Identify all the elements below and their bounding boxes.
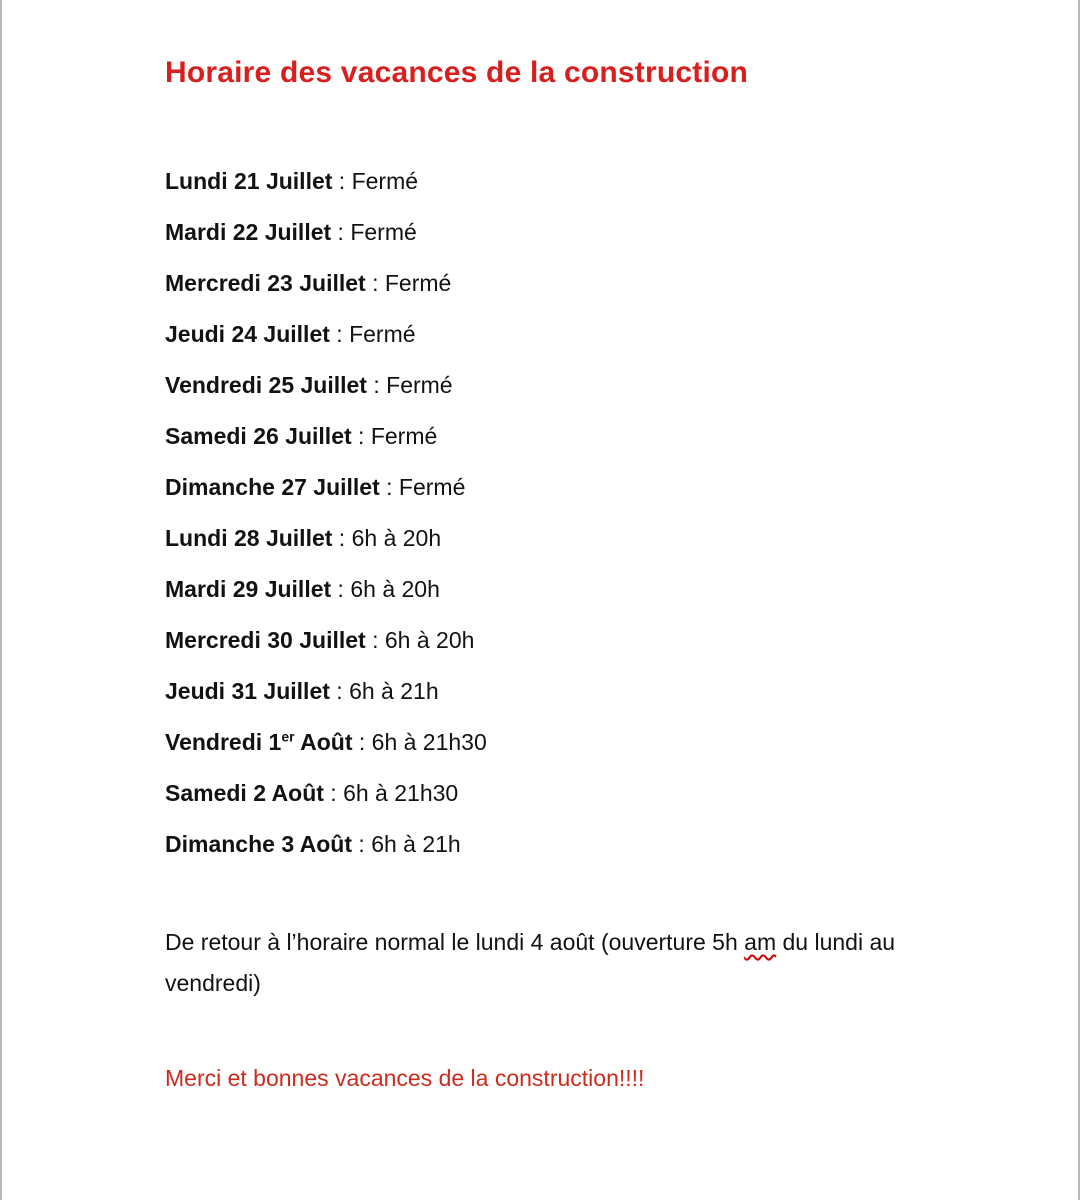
thanks-note: Merci et bonnes vacances de la construction!!!!: [165, 1065, 645, 1091]
schedule-row: [165, 564, 928, 615]
day-label: Dimanche 3 Août: [165, 831, 353, 857]
hours-value: 6h à 21h: [371, 831, 461, 857]
hours-value: Fermé: [349, 321, 416, 347]
day-label: Lundi 28 Juillet: [165, 525, 333, 551]
day-label: Samedi 26 Juillet: [165, 423, 352, 449]
hours-value: 6h à 20h: [351, 525, 442, 551]
ordinal-suffix: er: [281, 728, 295, 745]
schedule-row: [165, 258, 928, 309]
hours-value: 6h à 21h30: [371, 729, 487, 755]
schedule-row: [165, 309, 928, 360]
schedule-list: [165, 156, 928, 870]
schedule-row: [165, 156, 928, 207]
day-label: Dimanche 27 Juillet: [165, 474, 380, 500]
day-label: [165, 729, 352, 755]
colon-separator: :: [331, 219, 351, 245]
schedule-row: [165, 360, 928, 411]
colon-separator: :: [323, 780, 344, 806]
schedule-row: [165, 768, 928, 819]
day-label: Jeudi 31 Juillet: [165, 678, 330, 704]
schedule-row: [165, 513, 928, 564]
day-label: Vendredi 25 Juillet: [165, 372, 367, 398]
schedule-row: [165, 462, 928, 513]
colon-separator: :: [331, 576, 351, 602]
hours-value: 6h à 21h30: [343, 780, 459, 806]
hours-value: 6h à 20h: [350, 576, 440, 602]
hours-value: Fermé: [398, 474, 466, 500]
hours-value: Fermé: [384, 270, 452, 296]
page-title: Horaire des vacances de la construction: [165, 56, 749, 89]
schedule-row: [165, 819, 928, 870]
day-label: Jeudi 24 Juillet: [165, 321, 330, 347]
day-label: Mardi 29 Juillet: [165, 576, 332, 602]
day-label: Samedi 2 Août: [165, 780, 324, 806]
colon-separator: :: [379, 474, 399, 500]
schedule-row: [165, 666, 928, 717]
return-note: [165, 922, 925, 1004]
colon-separator: :: [352, 729, 372, 755]
day-label: Mercredi 30 Juillet: [165, 627, 366, 653]
return-note-text: De retour à l’horaire normal le lundi 4 août (ouverture 5h: [165, 929, 745, 955]
day-label: Mardi 22 Juillet: [165, 219, 332, 245]
schedule-row: [165, 717, 928, 768]
hours-value: Fermé: [351, 168, 419, 194]
hours-value: 6h à 21h: [349, 678, 439, 704]
day-label-text: Août: [300, 729, 353, 755]
return-note-text: du lundi au vendredi): [165, 929, 896, 996]
colon-separator: :: [365, 270, 385, 296]
hours-value: Fermé: [386, 372, 453, 398]
colon-separator: :: [329, 321, 350, 347]
day-label: Lundi 21 Juillet: [165, 168, 333, 194]
colon-separator: :: [332, 168, 352, 194]
colon-separator: :: [329, 678, 350, 704]
hours-value: 6h à 20h: [384, 627, 475, 653]
colon-separator: :: [351, 423, 371, 449]
document-content: [2, 0, 1078, 1094]
colon-separator: :: [366, 372, 387, 398]
colon-separator: :: [365, 627, 385, 653]
schedule-row: [165, 207, 928, 258]
hours-value: Fermé: [350, 219, 417, 245]
spellcheck-underlined-word: am: [744, 929, 777, 955]
schedule-row: [165, 615, 928, 666]
day-label-text: Vendredi 1: [165, 729, 282, 755]
day-label: Mercredi 23 Juillet: [165, 270, 366, 296]
colon-separator: :: [332, 525, 352, 551]
hours-value: Fermé: [370, 423, 438, 449]
schedule-row: [165, 411, 928, 462]
colon-separator: :: [352, 831, 372, 857]
